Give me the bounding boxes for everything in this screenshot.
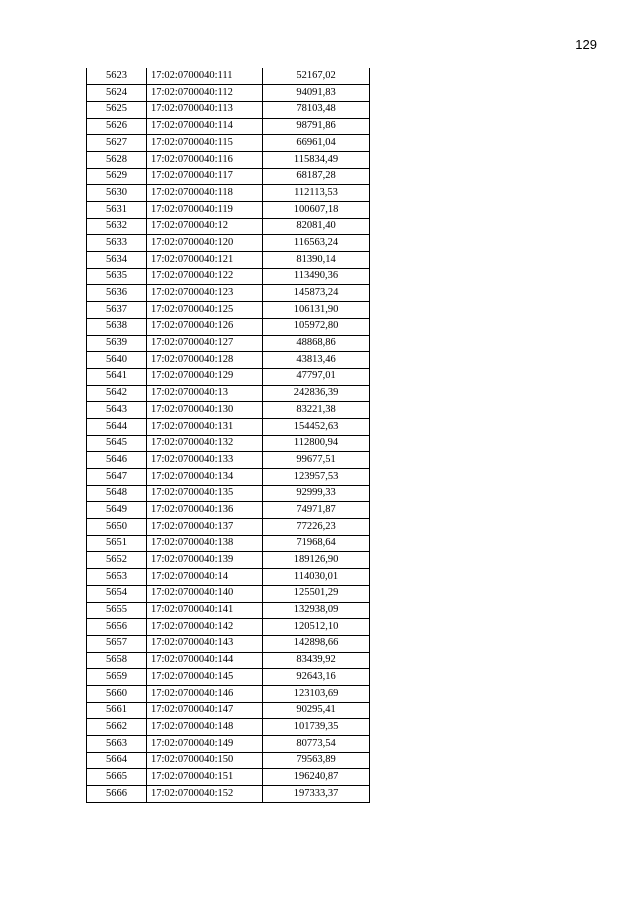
cadastral-number-cell: 17:02:0700040:134 (147, 469, 263, 486)
table-row (87, 519, 370, 536)
table-row (87, 669, 370, 686)
cadastral-number-cell: 17:02:0700040:152 (147, 786, 263, 803)
row-number-cell: 5664 (87, 752, 147, 769)
cadastral-number-cell: 17:02:0700040:133 (147, 452, 263, 469)
table-row (87, 368, 370, 385)
table-row (87, 619, 370, 636)
cadastral-number-cell: 17:02:0700040:122 (147, 268, 263, 285)
cadastral-value-cell: 101739,35 (263, 719, 370, 736)
cadastral-value-cell: 100607,18 (263, 202, 370, 219)
cadastral-value-cell: 189126,90 (263, 552, 370, 569)
cadastral-number-cell: 17:02:0700040:120 (147, 235, 263, 252)
cadastral-value-cell: 83221,38 (263, 402, 370, 419)
table-row (87, 685, 370, 702)
cadastral-value-cell: 106131,90 (263, 302, 370, 319)
row-number-cell: 5648 (87, 485, 147, 502)
table-row (87, 652, 370, 669)
cadastral-value-cell: 90295,41 (263, 702, 370, 719)
table-row (87, 268, 370, 285)
cadastral-number-cell: 17:02:0700040:144 (147, 652, 263, 669)
table-row (87, 602, 370, 619)
table-row (87, 502, 370, 519)
cadastral-value-cell: 82081,40 (263, 218, 370, 235)
cadastral-value-cell: 197333,37 (263, 786, 370, 803)
table-row (87, 202, 370, 219)
row-number-cell: 5626 (87, 118, 147, 135)
table-row (87, 151, 370, 168)
row-number-cell: 5637 (87, 302, 147, 319)
row-number-cell: 5651 (87, 535, 147, 552)
table-row (87, 535, 370, 552)
cadastral-value-cell: 66961,04 (263, 135, 370, 152)
row-number-cell: 5647 (87, 469, 147, 486)
cadastral-value-cell: 105972,80 (263, 318, 370, 335)
table-row (87, 135, 370, 152)
table-row (87, 318, 370, 335)
cadastral-number-cell: 17:02:0700040:126 (147, 318, 263, 335)
cadastral-number-cell: 17:02:0700040:143 (147, 635, 263, 652)
cadastral-number-cell: 17:02:0700040:119 (147, 202, 263, 219)
row-number-cell: 5646 (87, 452, 147, 469)
table-row (87, 285, 370, 302)
cadastral-value-cell: 80773,54 (263, 736, 370, 753)
row-number-cell: 5640 (87, 352, 147, 369)
cadastral-number-cell: 17:02:0700040:149 (147, 736, 263, 753)
cadastral-number-cell: 17:02:0700040:142 (147, 619, 263, 636)
table-row (87, 402, 370, 419)
row-number-cell: 5650 (87, 519, 147, 536)
cadastral-value-cell: 74971,87 (263, 502, 370, 519)
cadastral-value-cell: 112800,94 (263, 435, 370, 452)
table-row (87, 552, 370, 569)
cadastral-number-cell: 17:02:0700040:116 (147, 151, 263, 168)
row-number-cell: 5627 (87, 135, 147, 152)
cadastral-value-cell: 125501,29 (263, 585, 370, 602)
row-number-cell: 5623 (87, 68, 147, 85)
table-row (87, 736, 370, 753)
table-row (87, 118, 370, 135)
cadastral-value-cell: 154452,63 (263, 418, 370, 435)
row-number-cell: 5652 (87, 552, 147, 569)
table-row (87, 385, 370, 402)
table-row (87, 569, 370, 586)
cadastral-value-cell: 83439,92 (263, 652, 370, 669)
row-number-cell: 5630 (87, 185, 147, 202)
table-row (87, 235, 370, 252)
cadastral-number-cell: 17:02:0700040:136 (147, 502, 263, 519)
table-row (87, 418, 370, 435)
cadastral-value-cell: 77226,23 (263, 519, 370, 536)
cadastral-number-cell: 17:02:0700040:131 (147, 418, 263, 435)
row-number-cell: 5660 (87, 685, 147, 702)
row-number-cell: 5666 (87, 786, 147, 803)
table-row (87, 635, 370, 652)
row-number-cell: 5643 (87, 402, 147, 419)
row-number-cell: 5654 (87, 585, 147, 602)
row-number-cell: 5655 (87, 602, 147, 619)
cadastral-number-cell: 17:02:0700040:113 (147, 101, 263, 118)
table-row (87, 335, 370, 352)
cadastral-value-cell: 94091,83 (263, 85, 370, 102)
row-number-cell: 5644 (87, 418, 147, 435)
cadastral-value-cell: 92643,16 (263, 669, 370, 686)
cadastral-number-cell: 17:02:0700040:151 (147, 769, 263, 786)
cadastral-value-cell: 52167,02 (263, 68, 370, 85)
row-number-cell: 5665 (87, 769, 147, 786)
row-number-cell: 5638 (87, 318, 147, 335)
table-row (87, 168, 370, 185)
table-row (87, 702, 370, 719)
cadastral-number-cell: 17:02:0700040:146 (147, 685, 263, 702)
cadastral-number-cell: 17:02:0700040:128 (147, 352, 263, 369)
cadastral-value-cell: 145873,24 (263, 285, 370, 302)
table-body (87, 68, 370, 802)
cadastral-number-cell: 17:02:0700040:117 (147, 168, 263, 185)
row-number-cell: 5632 (87, 218, 147, 235)
cadastral-number-cell: 17:02:0700040:123 (147, 285, 263, 302)
page-number: 129 (575, 37, 597, 52)
row-number-cell: 5624 (87, 85, 147, 102)
table-row (87, 68, 370, 85)
cadastral-value-cell: 113490,36 (263, 268, 370, 285)
table-row (87, 85, 370, 102)
table-row (87, 585, 370, 602)
row-number-cell: 5659 (87, 669, 147, 686)
table-row (87, 786, 370, 803)
table-row (87, 302, 370, 319)
table-row (87, 719, 370, 736)
cadastral-number-cell: 17:02:0700040:127 (147, 335, 263, 352)
table-row (87, 769, 370, 786)
cadastral-number-cell: 17:02:0700040:141 (147, 602, 263, 619)
row-number-cell: 5629 (87, 168, 147, 185)
cadastral-number-cell: 17:02:0700040:148 (147, 719, 263, 736)
cadastral-value-cell: 116563,24 (263, 235, 370, 252)
row-number-cell: 5634 (87, 252, 147, 269)
cadastral-number-cell: 17:02:0700040:115 (147, 135, 263, 152)
cadastral-value-cell: 142898,66 (263, 635, 370, 652)
row-number-cell: 5641 (87, 368, 147, 385)
cadastral-number-cell: 17:02:0700040:129 (147, 368, 263, 385)
row-number-cell: 5628 (87, 151, 147, 168)
cadastral-number-cell: 17:02:0700040:121 (147, 252, 263, 269)
cadastral-number-cell: 17:02:0700040:14 (147, 569, 263, 586)
cadastral-number-cell: 17:02:0700040:111 (147, 68, 263, 85)
table-row (87, 101, 370, 118)
cadastral-number-cell: 17:02:0700040:12 (147, 218, 263, 235)
cadastral-value-cell: 98791,86 (263, 118, 370, 135)
row-number-cell: 5663 (87, 736, 147, 753)
cadastral-value-cell: 99677,51 (263, 452, 370, 469)
table-row (87, 252, 370, 269)
row-number-cell: 5639 (87, 335, 147, 352)
cadastral-value-cell: 81390,14 (263, 252, 370, 269)
cadastral-value-cell: 43813,46 (263, 352, 370, 369)
row-number-cell: 5636 (87, 285, 147, 302)
table-row (87, 218, 370, 235)
table-row (87, 452, 370, 469)
cadastral-value-cell: 48868,86 (263, 335, 370, 352)
table-row (87, 485, 370, 502)
cadastral-value-cell: 68187,28 (263, 168, 370, 185)
cadastral-number-cell: 17:02:0700040:13 (147, 385, 263, 402)
row-number-cell: 5653 (87, 569, 147, 586)
table-row (87, 469, 370, 486)
cadastral-value-cell: 123103,69 (263, 685, 370, 702)
row-number-cell: 5645 (87, 435, 147, 452)
row-number-cell: 5631 (87, 202, 147, 219)
table-row (87, 352, 370, 369)
cadastral-value-cell: 78103,48 (263, 101, 370, 118)
row-number-cell: 5635 (87, 268, 147, 285)
cadastral-number-cell: 17:02:0700040:112 (147, 85, 263, 102)
cadastral-number-cell: 17:02:0700040:145 (147, 669, 263, 686)
cadastral-number-cell: 17:02:0700040:139 (147, 552, 263, 569)
cadastral-value-cell: 196240,87 (263, 769, 370, 786)
cadastral-value-cell: 123957,53 (263, 469, 370, 486)
row-number-cell: 5661 (87, 702, 147, 719)
cadastral-value-table (86, 68, 370, 803)
cadastral-value-cell: 47797,01 (263, 368, 370, 385)
cadastral-number-cell: 17:02:0700040:125 (147, 302, 263, 319)
cadastral-value-cell: 92999,33 (263, 485, 370, 502)
row-number-cell: 5662 (87, 719, 147, 736)
cadastral-number-cell: 17:02:0700040:137 (147, 519, 263, 536)
cadastral-number-cell: 17:02:0700040:140 (147, 585, 263, 602)
row-number-cell: 5625 (87, 101, 147, 118)
cadastral-number-cell: 17:02:0700040:132 (147, 435, 263, 452)
cadastral-number-cell: 17:02:0700040:147 (147, 702, 263, 719)
cadastral-number-cell: 17:02:0700040:130 (147, 402, 263, 419)
cadastral-value-cell: 115834,49 (263, 151, 370, 168)
row-number-cell: 5656 (87, 619, 147, 636)
row-number-cell: 5642 (87, 385, 147, 402)
cadastral-value-cell: 71968,64 (263, 535, 370, 552)
row-number-cell: 5657 (87, 635, 147, 652)
cadastral-number-cell: 17:02:0700040:114 (147, 118, 263, 135)
row-number-cell: 5649 (87, 502, 147, 519)
cadastral-value-cell: 132938,09 (263, 602, 370, 619)
cadastral-number-cell: 17:02:0700040:150 (147, 752, 263, 769)
row-number-cell: 5658 (87, 652, 147, 669)
table-row (87, 185, 370, 202)
cadastral-number-cell: 17:02:0700040:135 (147, 485, 263, 502)
cadastral-number-cell: 17:02:0700040:138 (147, 535, 263, 552)
cadastral-number-cell: 17:02:0700040:118 (147, 185, 263, 202)
cadastral-value-cell: 114030,01 (263, 569, 370, 586)
cadastral-value-cell: 120512,10 (263, 619, 370, 636)
table-row (87, 435, 370, 452)
cadastral-value-cell: 112113,53 (263, 185, 370, 202)
table-row (87, 752, 370, 769)
cadastral-value-cell: 79563,89 (263, 752, 370, 769)
row-number-cell: 5633 (87, 235, 147, 252)
cadastral-value-cell: 242836,39 (263, 385, 370, 402)
